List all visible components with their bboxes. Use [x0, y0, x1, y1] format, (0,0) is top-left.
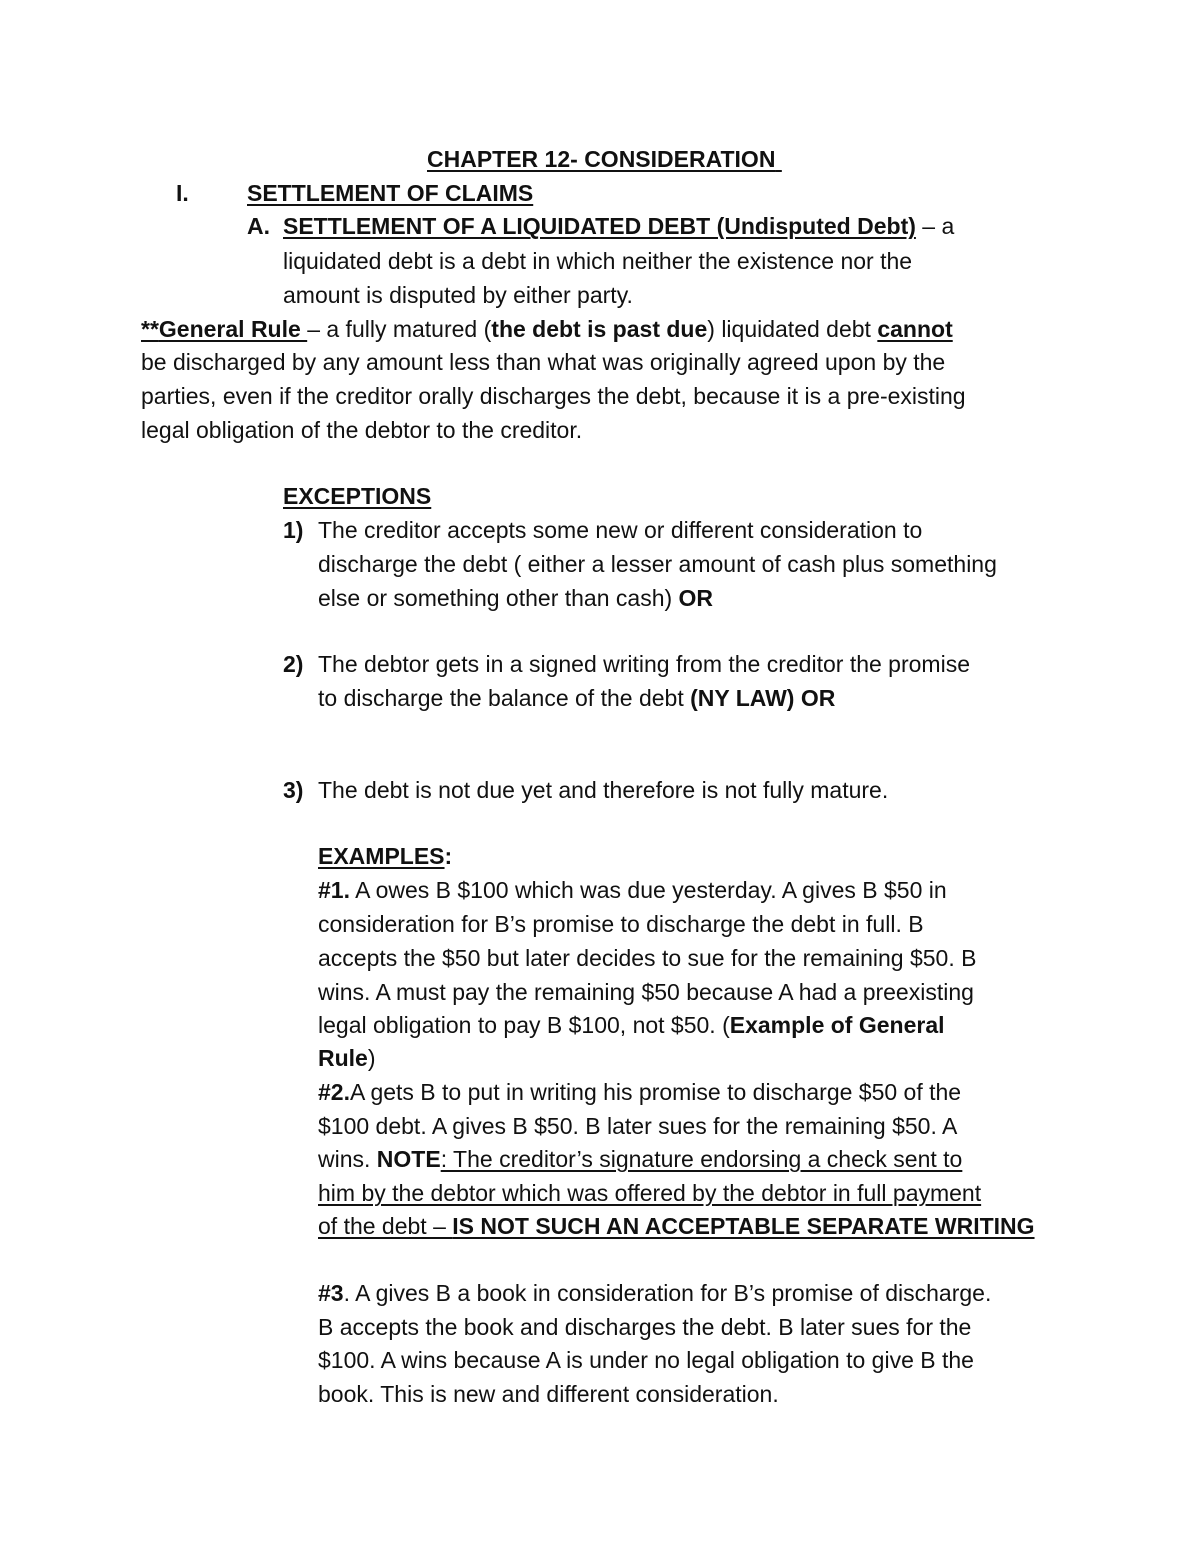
- example-number: #1.: [318, 877, 350, 903]
- exception-line: The debt is not due yet and therefore is not fully mature.: [318, 777, 889, 803]
- example-line: book. This is new and different consideration.: [318, 1381, 779, 1407]
- subsection-marker: A.: [247, 213, 270, 239]
- exceptions-heading: EXCEPTIONS: [283, 483, 432, 509]
- example-line: $100. A wins because A is under no legal obligation to give B the: [318, 1347, 974, 1373]
- general-rule-text: – a fully matured (: [307, 316, 492, 342]
- general-rule-bold: the debt is past due: [491, 316, 708, 342]
- general-rule-cannot: cannot: [877, 316, 953, 342]
- general-rule-line: be discharged by any amount less than what was originally agreed upon by the: [141, 349, 946, 375]
- chapter-title: CHAPTER 12- CONSIDERATION: [427, 146, 776, 172]
- exception-line: discharge the debt ( either a lesser amount of cash plus something: [318, 551, 997, 577]
- examples-heading: EXAMPLES:: [318, 843, 453, 869]
- general-rule-text: ) liquidated debt: [707, 316, 878, 342]
- general-rule-line: [141, 318, 953, 344]
- exception-line: to discharge the balance of the debt (NY LAW) OR: [318, 685, 836, 711]
- exception-line: The debtor gets in a signed writing from the creditor the promise: [318, 651, 970, 677]
- general-rule-line: legal obligation of the debtor to the creditor.: [141, 417, 583, 443]
- example-line: #2.A gets B to put in writing his promise to discharge $50 of the: [318, 1079, 962, 1105]
- example-note-line: him by the debtor which was offered by the debtor in full payment: [318, 1180, 982, 1206]
- subsection-heading-line: [283, 215, 954, 241]
- example-number: #3: [318, 1280, 344, 1306]
- example-line: #1. A owes B $100 which was due yesterday. A gives B $50 in: [318, 877, 947, 903]
- section-marker: I.: [176, 180, 189, 206]
- exception-line: else or something other than cash) OR: [318, 585, 714, 611]
- example-line: legal obligation to pay B $100, not $50. (Example of General: [318, 1012, 945, 1038]
- example-line: wins. A must pay the remaining $50 because A had a preexisting: [318, 979, 974, 1005]
- exception-marker: 3): [283, 777, 304, 803]
- note-label: NOTE: [376, 1146, 441, 1172]
- example-line: Rule): [318, 1045, 376, 1071]
- subsection-text-line: liquidated debt is a debt in which neither the existence nor the: [283, 248, 913, 274]
- example-number: #2.: [318, 1079, 350, 1105]
- general-rule-prefix: **: [141, 316, 159, 342]
- exception-marker: 2): [283, 651, 304, 677]
- example-line: #3. A gives B a book in consideration for B’s promise of discharge.: [318, 1280, 992, 1306]
- exception-line: The creditor accepts some new or different consideration to: [318, 517, 923, 543]
- example-line: wins. NOTE: The creditor’s signature endorsing a check sent to: [318, 1146, 963, 1172]
- general-rule-line: parties, even if the creditor orally discharges the debt, because it is a pre-existing: [141, 383, 966, 409]
- example-line: B accepts the book and discharges the debt. B later sues for the: [318, 1314, 972, 1340]
- general-rule-label: General Rule: [158, 316, 308, 342]
- subsection-heading: SETTLEMENT OF A LIQUIDATED DEBT (Undisputed Debt): [283, 213, 916, 239]
- example-line: consideration for B’s promise to discharge the debt in full. B: [318, 911, 924, 937]
- exception-ny-law: (NY LAW) OR: [690, 685, 836, 711]
- exception-marker: 1): [283, 517, 304, 543]
- exception-or: OR: [678, 585, 714, 611]
- subsection-text-line: amount is disputed by either party.: [283, 282, 633, 308]
- example-note-line: of the debt – IS NOT SUCH AN ACCEPTABLE SEPARATE WRITING: [318, 1213, 1035, 1239]
- subsection-dash: – a: [915, 213, 955, 239]
- example-line: $100 debt. A gives B $50. B later sues for the remaining $50. A: [318, 1113, 958, 1139]
- section-heading: SETTLEMENT OF CLAIMS: [247, 180, 534, 206]
- example-line: accepts the $50 but later decides to sue for the remaining $50. B: [318, 945, 977, 971]
